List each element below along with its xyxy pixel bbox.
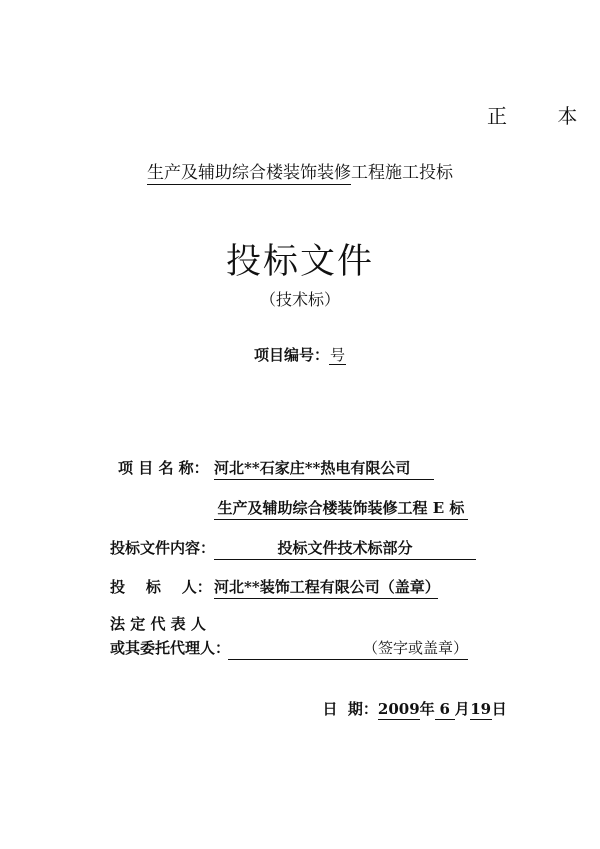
representative-label-line1: 法 定 代 表 人 — [110, 615, 206, 633]
project-name-row — [118, 457, 434, 480]
document-title: 投标文件 — [225, 242, 374, 282]
bidder-label: 投 标 人： — [110, 578, 212, 596]
subject-rest: 工程施工投标 — [351, 163, 453, 183]
date-row — [312, 680, 507, 720]
date-day: 19 — [470, 700, 492, 718]
tender-subject — [0, 158, 600, 183]
project-name-label: 项 目 名 称： — [118, 459, 209, 477]
date-label: 日 期： — [322, 700, 378, 718]
date-day-unit: 日 — [491, 700, 507, 718]
original-copy-label: 正 本 — [487, 104, 600, 128]
bidder-row — [110, 576, 438, 599]
date-year-unit: 年 — [419, 700, 435, 718]
subject-underlined: 生产及辅助综合楼装饰装修 — [147, 163, 351, 183]
date-month: 6 — [435, 700, 455, 720]
representative-value: （签字或盖章） — [228, 637, 468, 660]
bidder-value: 河北**装饰工程有限公司（盖章） — [214, 576, 438, 599]
project-name-line2-row — [214, 497, 468, 520]
content-row — [110, 537, 476, 560]
project-name-line2: 生产及辅助综合楼装饰装修工程 E 标 — [214, 497, 468, 520]
content-label: 投标文件内容： — [110, 539, 216, 557]
date-month-unit: 月 — [454, 700, 470, 718]
document-subtitle: （技术标） — [259, 290, 340, 309]
date-year: 2009 — [377, 700, 420, 718]
project-number-label: 项目编号： — [253, 346, 329, 364]
project-number-value: 号 — [330, 346, 346, 364]
project-name-value: 河北**石家庄**热电有限公司 — [214, 457, 434, 480]
representative-label-line2: 或其委托代理人： — [110, 639, 231, 657]
content-value: 投标文件技术标部分 — [214, 537, 476, 560]
representative-row — [110, 637, 468, 660]
project-number — [0, 344, 600, 365]
